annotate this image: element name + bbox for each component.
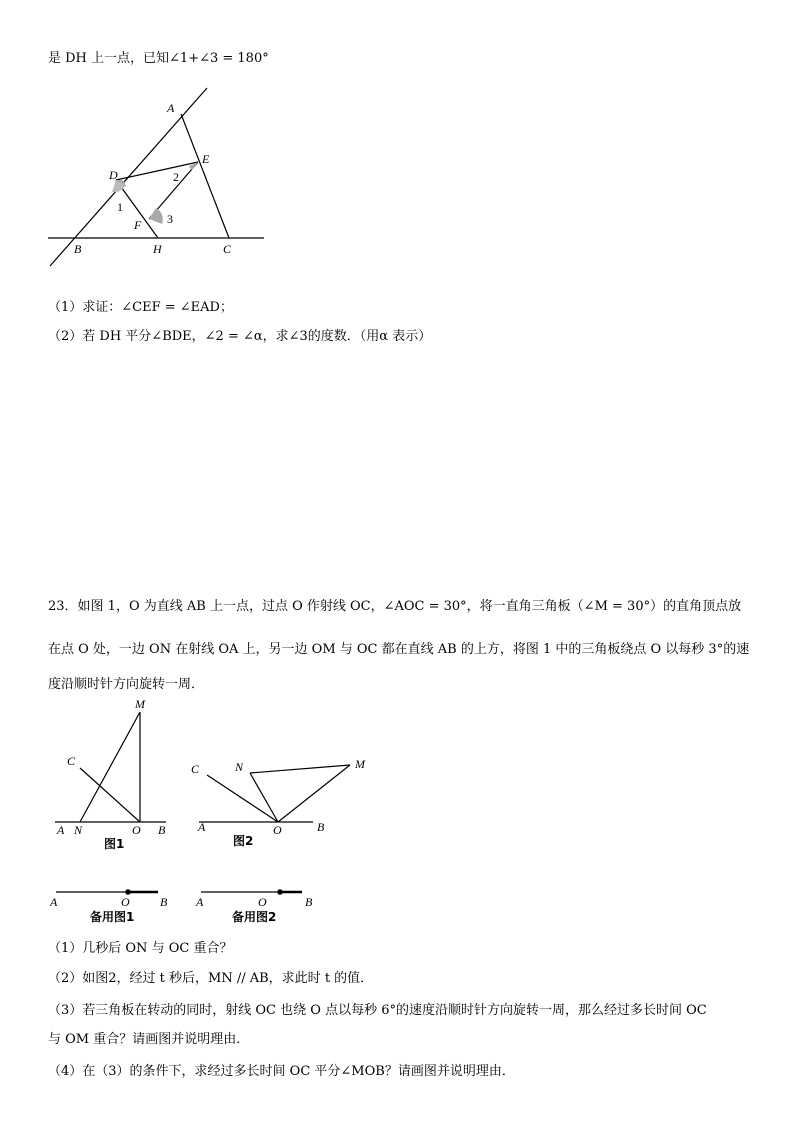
fig1-label-M: M [135, 697, 145, 711]
q22-part1: （1）求证：∠CEF = ∠EAD； [48, 300, 233, 315]
spare2-label-A: A [196, 895, 204, 909]
q23-part4: （4）在（3）的条件下，求经过多长时间 OC 平分∠MOB？请画图并说明理由． [48, 1064, 515, 1079]
fig1-label-C: C [67, 754, 76, 768]
fig2-label-O: O [273, 823, 282, 837]
label-B: B [74, 242, 82, 256]
fig2-label-B: B [317, 820, 325, 834]
q23-part3a: （3）若三角板在转动的同时，射线 OC 也绕 O 点以每秒 6°的速度沿顺时针方向旋转一周，那么经过多长时间 OC [48, 1003, 707, 1018]
spare2-label-O: O [258, 895, 267, 909]
fig1-caption: 图1 [104, 837, 125, 851]
spare1-caption: 备用图1 [90, 910, 135, 924]
spare2-label-B: B [305, 895, 313, 909]
label-D: D [109, 168, 118, 182]
q23-part3b: 与 OM 重合？请画图并说明理由． [48, 1032, 250, 1047]
q22-intro: 是 DH 上一点，已知∠1+∠3 = 180° [48, 51, 269, 66]
spare2-caption: 备用图2 [232, 910, 277, 924]
spare1-label-B: B [160, 895, 168, 909]
q23-line2: 在点 O 处，一边 ON 在射线 OA 上，另一边 OM 与 OC 都在直线 AB 的上方，将图 1 中的三角板绕点 O 以每秒 3°的速 [48, 642, 750, 657]
q22-part2: （2）若 DH 平分∠BDE，∠2 = ∠α，求∠3的度数．（用α 表示） [48, 329, 432, 344]
label-C: C [223, 242, 232, 256]
q23-line1: 23．如图 1，O 为直线 AB 上一点，过点 O 作射线 OC，∠AOC = 30°，将一直角三角板（∠M = 30°）的直角顶点放 [48, 599, 742, 614]
fig2-label-C: C [191, 762, 200, 776]
spare1-label-O: O [121, 895, 130, 909]
fig1-label-B: B [158, 823, 166, 837]
q23-line3: 度沿顺时针方向旋转一周． [48, 677, 205, 692]
fig1-label-A: A [57, 823, 65, 837]
fig2-label-A: A [198, 820, 206, 834]
q23-part2: （2）如图2，经过 t 秒后，MN // AB，求此时 t 的值． [48, 971, 374, 986]
label-F: F [134, 218, 142, 232]
label-H: H [153, 242, 162, 256]
fig2-label-N: N [235, 760, 244, 774]
fig1-label-O: O [132, 823, 141, 837]
label-A: A [167, 101, 175, 115]
fig2-label-M: M [355, 757, 365, 771]
fig1-label-N: N [74, 823, 83, 837]
fig2-caption: 图2 [233, 834, 254, 848]
q23-part1: （1）几秒后 ON 与 OC 重合？ [48, 941, 233, 956]
spare1-label-A: A [50, 895, 58, 909]
label-3: 3 [167, 212, 173, 226]
label-1: 1 [117, 200, 123, 214]
label-E: E [202, 152, 210, 166]
label-2: 2 [173, 170, 179, 184]
